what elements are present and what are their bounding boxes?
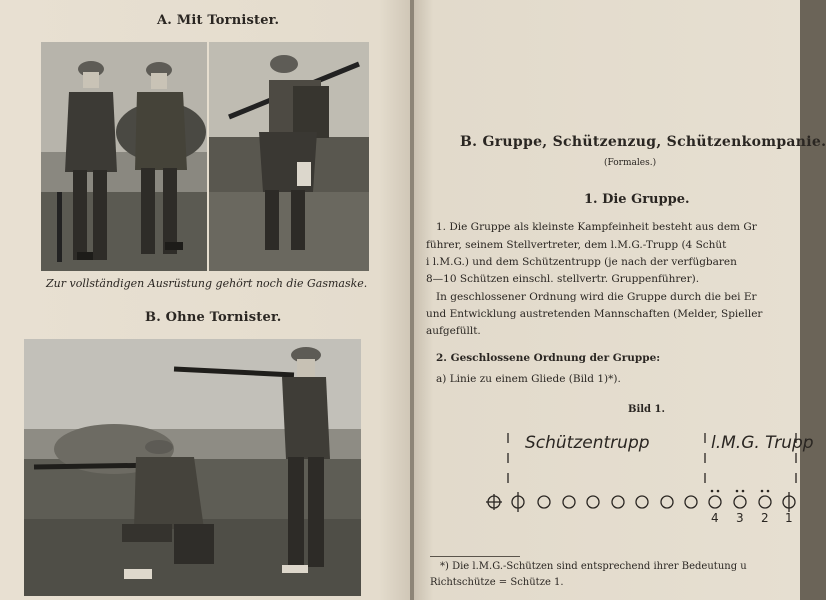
diagram-number: 2 <box>761 511 769 525</box>
photo-soldier-back <box>209 42 369 271</box>
figure-label: Bild 1. <box>628 404 665 415</box>
text-line: aufgefüllt. <box>426 325 481 337</box>
text-line: und Entwicklung austretenden Mannschaften (Melder, Spieller <box>426 308 763 320</box>
footnote-line: Richtschütze = Schütze 1. <box>430 577 564 588</box>
diagram-number: 1 <box>785 511 793 525</box>
text-line: führer, seinem Stellvertreter, dem l.M.G.-Trupp (4 Schüt <box>426 239 727 251</box>
diagram-label-lmg-trupp: l.M.G. Trupp <box>711 433 814 453</box>
text-line: 1. Die Gruppe als kleinste Kampfeinheit besteht aus dem Gr <box>436 221 757 233</box>
heading-ohne-tornister: B. Ohne Tornister. <box>145 310 282 325</box>
formation-diagram <box>478 425 814 530</box>
text-line: In geschlossener Ordnung wird die Gruppe durch die bei Er <box>436 291 757 303</box>
photo-soldiers-front <box>41 42 207 271</box>
diagram-label-schuetzentrupp: Schützentrupp <box>525 433 650 453</box>
subsection-heading: 1. Die Gruppe. <box>584 192 690 207</box>
photo-caption: Zur vollständigen Ausrüstung gehört noch die Gasmaske. <box>46 277 368 290</box>
section-subtitle: (Formales.) <box>604 158 657 168</box>
heading-mit-tornister: A. Mit Tornister. <box>157 13 280 28</box>
text-line: 2. Geschlossene Ordnung der Gruppe: <box>436 352 661 364</box>
footnote-rule <box>430 556 520 557</box>
footnote-line: *) Die l.M.G.-Schützen sind entsprechend ihrer Bedeutung u <box>440 561 747 572</box>
section-title: B. Gruppe, Schützenzug, Schützenkompanie. <box>460 134 826 150</box>
text-line: 8—10 Schützen einschl. stellvertr. Gruppenführer). <box>426 273 700 285</box>
diagram-number: 3 <box>736 511 744 525</box>
diagram-number: 4 <box>711 511 719 525</box>
text-line: a) Linie zu einem Gliede (Bild 1)*). <box>436 373 621 385</box>
photo-shooters <box>24 339 361 596</box>
text-line: i l.M.G.) und dem Schützentrupp (je nach der verfügbaren <box>426 256 737 268</box>
